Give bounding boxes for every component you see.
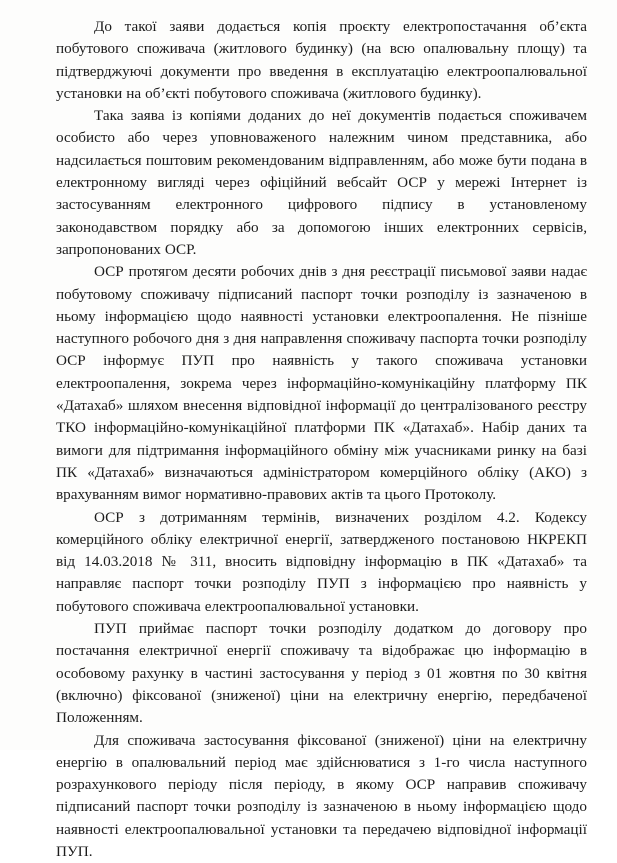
paragraph-submission: Така заява із копіями доданих до неї документів подається споживачем особисто або через уповноваженого належним чином представника, або надсилається поштовим рекомендованим відправленням, або може бути подана в електронному вигляді через офіційний вебсайт ОСР у мережі Інтернет із застосуванням електронного цифрового підпису в установленому законодавством порядку або за допомогою інших електронних сервісів, запропонованих ОСР. [56,105,587,261]
paragraph-osr-passport: ОСР протягом десяти робочих днів з дня реєстрації письмової заяви надає побутовому споживачу підписаний паспорт точки розподілу із зазначеною в ньому інформацією щодо наявності установки електроопалення. Не пізніше наступного робочого дня з дня направлення споживачу паспорта точки розподілу ОСР інформує ПУП про наявність у такого споживача установки електроопалення, зокрема через інформаційно-комунікаційну платформу ПК «Датахаб» шляхом внесення відповідної інформації до централізованого реєстру ТКО інформаційно-комунікаційної платформи ПК «Датахаб». Набір даних та вимоги для підтримання інформаційного обміну між учасниками ринку на базі ПК «Датахаб» визначаються адміністратором комерційного обліку (АКО) з врахуванням вимог нормативно-правових актів та цього Протоколу. [56,261,587,506]
paragraph-fixed-price: Для споживача застосування фіксованої (зниженої) ціни на електричну енергію в опалювальний період має здійснюватися з 1-го числа наступного розрахункового періоду після періоду, в якому ОСР направив споживачу підписаний паспорт точки розподілу із зазначеною в ньому інформацією щодо наявності електроопалювальної установки та передачею відповідної інформації ПУП. [56,730,587,863]
paragraph-pup-accepts: ПУП приймає паспорт точки розподілу додатком до договору про постачання електричної енергії споживачу та відображає цю інформацію в особовому рахунку в частині застосування у період з 01 жовтня по 30 квітня (включно) фіксованої (зниженої) ціни на електричну енергію, передбаченої Положенням. [56,618,587,729]
paragraph-datahub: ОСР з дотриманням термінів, визначених розділом 4.2. Кодексу комерційного обліку електричної енергії, затвердженого постановою НКРЕКП від 14.03.2018 № 311, вносить відповідну інформацію в ПК «Датахаб» та направляє паспорт точки розподілу ПУП з інформацією про наявність у побутового споживача електроопалювальної установки. [56,507,587,618]
paragraph-attachments: До такої заяви додається копія проєкту електропостачання об’єкта побутового споживача (житлового будинку) (на всю опалювальну площу) та підтверджуючі документи про введення в експлуатацію електроопалювальної установки на об’єкті побутового споживача (житлового будинку). [56,16,587,105]
